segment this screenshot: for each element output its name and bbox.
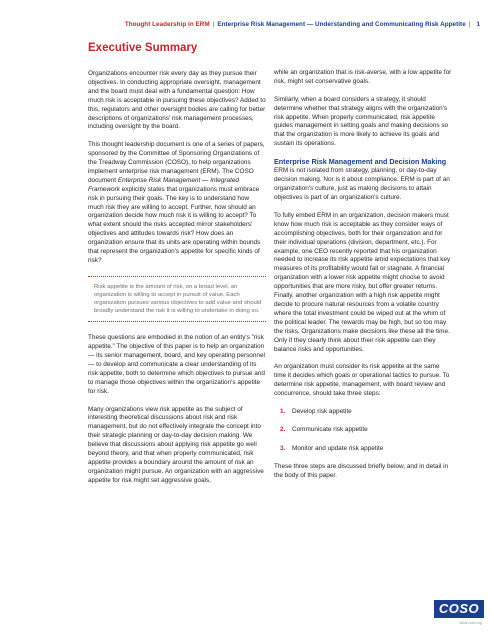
left-column [88, 70, 266, 495]
callout-text: Risk appetite is the amount of risk, on a broad level, an organization is willing to accept in pursuit of value. Each organization pursues various objectives to add value and should broadly understand the risk it is willing to undertake in doing so. [94, 283, 262, 315]
right-column [274, 69, 452, 490]
paragraph: ERM is not isolated from strategy, planning, or day-to-day decision making. Nor is it about compliance. ERM is part of an organization's culture, just as making decisions to attain objectives is part of an organization's culture. [274, 167, 450, 202]
paragraph: Many organizations view risk appetite as the subject of interesting theoretical discussions about risk and risk management, but do not effectively integrate the concept into their strategic planning or day-to-day decision making. We believe that discussions about applying risk appetite go well beyond theory, and that when properly communicated, risk appetite provides a boundary around the amount of risk an organization might pursue. An organization with an aggressive appetite for risk might set aggressive goals, [88, 405, 264, 484]
step-text: Communicate risk appetite [292, 426, 368, 434]
step-number: 3. [280, 444, 286, 452]
framework-title: Enterprise Risk Management — Integrated Framework [88, 176, 239, 193]
section-heading: Enterprise Risk Management and Decision Making [274, 157, 447, 167]
paragraph: These three steps are discussed briefly below, and in detail in the body of this paper. [274, 463, 449, 479]
step-text: Develop risk appetite [292, 407, 352, 415]
list-item [280, 426, 452, 435]
paragraph: To fully embed ERM in an organization, decision makers must know how much risk is acceptable as they consider ways of accomplishing objectives, both for their organization and for their individual operations (division, department, etc.). For example, one CEO recently reported that his organization needed to increase its risk appetite amid expectations that key measures of its profitability would fall or stagnate. A financial organization with a lower risk appetite might choose to avoid opportunities that are more risky, but offer greater returns. Finally, another organization with a high risk appetite might decide to procure natural resources from a volatile country where the total investment could be wiped out at the whim of the political leader. The rewards may be high, but so too may the risks. Organizations make decisions like these all the time. Only if they clearly think about their risk appetite can they balance risks and opportunities. [274, 211, 451, 353]
list-item [280, 445, 452, 454]
header-section: Thought Leadership in ERM [124, 21, 210, 28]
header-title: Enterprise Risk Management — Understanding and Communicating Risk Appetite [217, 21, 466, 28]
header-divider: | [468, 21, 471, 28]
paragraph: Organizations encounter risk every day as they pursue their objectives. In conducting appropriate oversight, management and the board must deal with a fundamental question: How much risk is acceptable in pursuing these objectives? Added to this, regulators and other oversight bodies are calling for better descriptions of organizations' risk management processes, including oversight by the board. [88, 70, 266, 131]
paragraph: while an organization that is risk-averse, with a low appetite for risk, might set conservative goals. [274, 69, 452, 85]
paragraph-text: This thought leadership document is one of a series of papers, sponsored by the Committee of Sponsoring Organizations of the Treadway Commission (COSO), to help organizations implement enterprise risk management (ERM). The COSO document [88, 141, 265, 184]
step-number: 2. [280, 426, 286, 434]
paragraph: These questions are embodied in the notion of an entity's "risk appetite." The objective of this paper is to help an organization — its senior management, board, and key operating personnel — to develop and communicate a clear understanding of its risk appetite, both to determine which objectives to pursue and to manage those objectives within the organization's appetite for risk. [88, 334, 265, 395]
page-title: Executive Summary [88, 42, 198, 54]
list-item [280, 408, 452, 417]
step-text: Monitor and update risk appetite [292, 444, 384, 452]
paragraph [88, 141, 266, 266]
running-header [125, 21, 480, 28]
logo-url: www.coso.org [459, 621, 482, 625]
paragraph-text: explicitly states that organizations must embrace risk in pursuing their goals. The key is to understand how much risk they are willing to accept. Further, how should an organization decide how much risk it is willing to accept? To what extent should the risks accepted mirror stakeholders' objectives and attitudes towards risk? How does an organization ensure that its units are operating within bounds that represent the organization's appetite for specific kinds of risk? [88, 185, 261, 265]
paragraph: An organization must consider its risk appetite at the same time it decides which goals or operational tactics to pursue. To determine risk appetite, management, with board review and concurrence, should take three steps: [274, 363, 450, 398]
steps-list [274, 408, 452, 454]
paragraph: Similarly, when a board considers a strategy, it should determine whether that strategy aligns with the organization's risk appetite. When properly communicated, risk appetite guides management in setting goals and making decisions so that the organization is more likely to achieve its goals and sustain its operations. [274, 95, 449, 148]
coso-logo: COSO [434, 600, 484, 618]
definition-callout [88, 276, 266, 322]
header-divider: | [212, 21, 215, 28]
page-number: 1 [476, 21, 480, 28]
step-number: 1. [280, 407, 286, 415]
